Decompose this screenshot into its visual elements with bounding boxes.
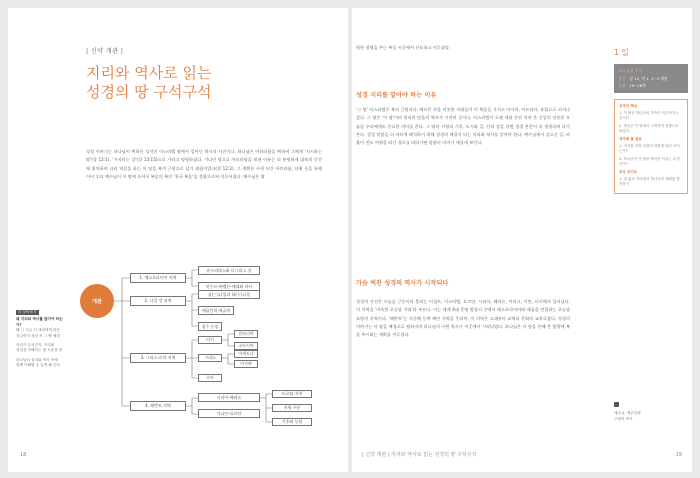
side-note-line: 지금까지 세상 속 그 땅 배경 xyxy=(16,333,60,338)
diagram-child: 침수 농업 xyxy=(198,322,222,331)
info-row: 성경 창 12, 마 1, 1~2 개관 xyxy=(618,75,668,81)
diagram-grandchild: 아가야 xyxy=(234,360,258,368)
diagram-grandchild: 지역 구분 xyxy=(272,404,312,412)
diagram-child: 애굽인과 애굽역 xyxy=(198,306,234,315)
ref-item: 1. 이 땅은 하나님의 약속이 이루어지는 곳이다. xyxy=(619,110,679,121)
ref-item: 2. 하나님이 이 땅을 택하신 이유는 무엇인가? xyxy=(619,156,680,167)
side-note-line: 지리가 무엇인지, 지리와 xyxy=(16,343,55,348)
ref-item: 1. 내 삶의 자리에서 하나님의 계획을 발견하기 xyxy=(619,176,680,187)
side-note-label: 더 알아보기 xyxy=(18,310,37,314)
paragraph-1: '그 땅' 이스라엘은 복의 근원지다. 헤르몬 산을 비롯한 지대들이 이 복음을 가지고 아시아, 아프리카, 유럽으로 퍼져나갔다. 그 땅은 '이 땅'이라 불리며 믿음의 역사가 시작된 곳이다. 이스라엘이 오랜 세월 동안 지켜 온 신앙의 전통은 오늘날 우리에게도 중요한 의미를 준다. 그 땅의 지형과 기후, 도시와 길, 산과 강을 알면 성경 본문이 더 생생하게 다가온다. 성경 말씀을 더 바르게 해석하기 위해 성경의 배경이 되는 지리와 역사를 알아야 한다. 예수님께서 걸으신 길, 바울이 전도 여행을 떠난 경로를 따라가면 말씀의 의미가 새롭게 보인다. xyxy=(356,107,570,146)
diagram-child: 유프라테스와 티그리스 강 xyxy=(198,266,260,275)
diagram-node: 2. 나일 강 유역 xyxy=(130,296,186,306)
diagram-grandchild: 기후와 농업 xyxy=(272,418,312,426)
day-label xyxy=(614,44,688,58)
day-unit: 일 xyxy=(621,48,629,57)
right-side-note-heading: 예수님, 예루살렘 xyxy=(614,411,641,416)
ref-item: 1. 지리를 알면 성경이 어떻게 달라 보이는가? xyxy=(619,143,680,154)
title-line-1: 지리와 역사로 읽는 xyxy=(86,64,212,82)
section-tag: | 신약 개관 | xyxy=(86,48,124,55)
reference-box xyxy=(614,99,688,194)
diagram-node: 3. 그리스-로마 지역 xyxy=(130,353,186,363)
section-heading-1: 성경 지리를 알아야 하는 이유 xyxy=(356,92,437,99)
day-number: 1 xyxy=(614,48,620,57)
right-page xyxy=(352,8,692,472)
diagram-grandchild: 소아시아 xyxy=(234,342,258,350)
diagram-grandchild: 갈라디아 xyxy=(234,330,258,338)
page-number-right: 19 xyxy=(675,452,682,458)
side-note-line: 하나님의 섭리와 역사 속에 xyxy=(16,357,58,362)
right-side-note xyxy=(614,402,684,422)
diagram-child: 시리아-베바논 xyxy=(198,393,260,402)
paragraph-2: 성경의 사건은 오늘날 근동이라 불리는 이집트, 이스라엘, 요르단, 시리아, 레바논, 이라크, 이란, 터키에서 일어났다. 이 지역을 '비옥한 초승달 지대'라 부른다. 이는 세계 4대 문명 발상지 중에서 메소포타미아와 애굽을 연결하는 초승달 모양의 지역이다. '레반트'는 지중해 동쪽 해안 지역을 뜻하며, 이 지역은 고대부터 교역과 문화의 교차로였다. 성경의 이야기는 이 땅을 배경으로 펼쳐지며 하나님의 구원 역사가 이곳에서 시작되었다. 하나님은 이 땅을 통해 온 열방에 복을 주시려는 계획을 이루셨다. xyxy=(356,299,570,338)
side-note-heading: 왜 지리와 역사를 알아야 하는가? xyxy=(16,317,63,327)
intro-paragraph: 성경 이야기는 하나님이 택하신 성지인 이스라엘 땅에서 일어난 역사적 사건이다. 하나님은 아브라함을 택하여 그에게 '지시하는 땅'(창 12:1), '가지라는 상'(창 13:15)으로 가라고 명령하셨다. 가나안 땅으로 아브라함을 보낸 이유는 더 분명하게 대륙의 중간에 위치하여 다리 역할을 하는 이 땅을 복의 근원으로 삼기 위함이었다(창 12:2). 그 계획은 수천 년간 아브라함, 다윗 등을 통해 이어 오다 예수님이 이 땅에 오셔서 복음의 복인 '천국 복음'을 전함으로써 이루어졌다. 예수님은 땅 xyxy=(86,149,322,179)
left-page xyxy=(8,8,348,472)
section-heading-2: 가슴 벅찬 성경의 역사가 시작되다 xyxy=(356,280,449,287)
ref-heading: 묵상 포인트 xyxy=(619,169,638,174)
reading-sidebar xyxy=(614,44,688,194)
diagram-child: 그리스 xyxy=(198,354,222,362)
ref-heading: 생각해 볼 질문 xyxy=(619,136,642,141)
overview-diagram xyxy=(78,266,340,446)
diagram-child: 삼(三)나일과 하(下)나일 xyxy=(198,290,260,299)
note-marker-icon xyxy=(614,402,619,407)
diagram-node: 4. 레반트 지역 xyxy=(130,401,186,411)
diagram-grandchild: 마게도냐 xyxy=(234,350,258,358)
info-row: 분량 19~28쪽 xyxy=(618,83,646,88)
diagram-grandchild: 도로와 지역 xyxy=(272,390,312,398)
page-title xyxy=(86,64,326,102)
reading-info-box xyxy=(614,64,688,93)
diagram-child: 로마 xyxy=(198,374,222,382)
side-note-line: 성경을 이해하는 데 도움을 줌 xyxy=(16,348,63,353)
side-note-line: 왜 그 지금 이 세대에게 많은 xyxy=(16,328,60,333)
ref-heading: 성경의 핵심 xyxy=(619,103,638,108)
info-row: 오늘 읽을 본문 xyxy=(618,68,643,73)
diagram-node: 1. 메소포타미아 지역 xyxy=(130,273,186,283)
diagram-child: 터키 xyxy=(198,336,222,344)
side-note-line: 함께 이해할 수 있게 해 준다. xyxy=(16,363,62,368)
diagram-hub: 개관 xyxy=(80,284,114,318)
running-footer: | 신약 개관 | 지리와 역사로 읽는 성경의 땅 구석구석 xyxy=(362,452,477,458)
page-number-left: 18 xyxy=(20,452,27,458)
side-note xyxy=(16,310,64,369)
diagram-child: 앗수르-바벨론-메대와 바사 xyxy=(198,282,260,291)
diagram-child: 가나안-요르단 xyxy=(198,409,260,418)
right-side-note-line: 구원의 역사 xyxy=(614,416,633,421)
continued-text: 원한 생명을 주는 복음 이곳에서 선포하고 이루셨다. xyxy=(356,45,451,50)
ref-item: 2. 복음은 이 땅에서 시작하여 열방으로 퍼졌다. xyxy=(619,123,679,134)
title-line-2: 성경의 땅 구석구석 xyxy=(86,83,212,101)
